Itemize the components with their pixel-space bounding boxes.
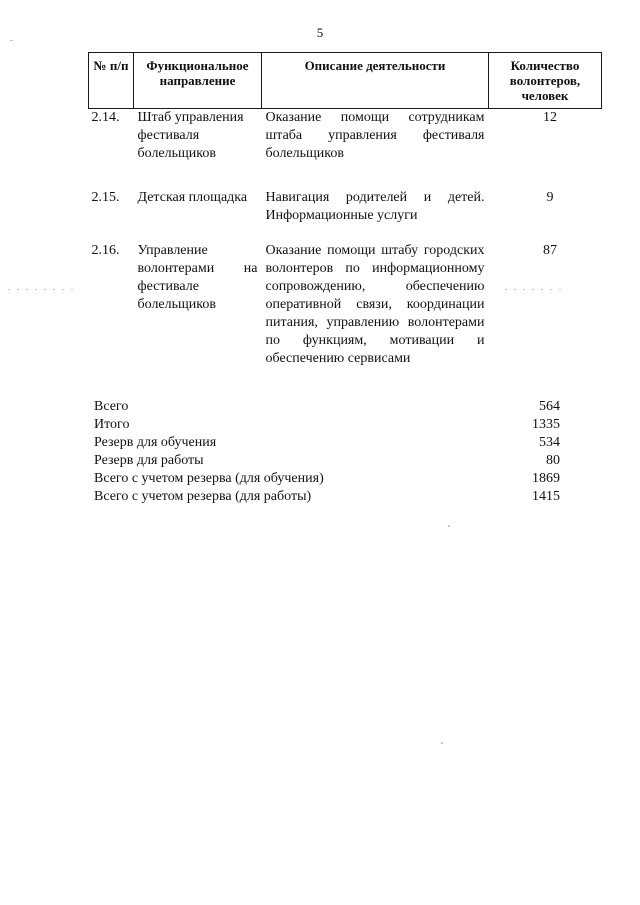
row-description: Оказание помощи сотрудникам штаба управления фестиваля болельщиков [265, 110, 485, 161]
total-value: 1415 [532, 489, 560, 504]
table-row [89, 109, 602, 190]
total-value: 564 [539, 399, 560, 414]
row-count: 12 [543, 110, 557, 125]
row-description: Навигация родителей и детей. Информационные услуги [265, 190, 485, 223]
total-row [94, 488, 560, 506]
page-number: 5 [316, 25, 324, 40]
table-header [89, 53, 602, 109]
total-label: Итого [94, 417, 130, 432]
total-row [94, 470, 560, 488]
total-label: Резерв для обучения [94, 435, 217, 450]
scan-artifact [448, 525, 450, 527]
scan-artifact [10, 40, 13, 41]
row-direction: Детская площадка [137, 190, 248, 205]
scan-artifact [441, 742, 443, 744]
table-row [89, 242, 602, 368]
row-num: 2.14. [91, 110, 120, 125]
volunteer-table-container [88, 52, 601, 368]
header-description: Описание деятельности [262, 53, 489, 109]
total-row [94, 452, 560, 470]
row-description: Оказание помощи штабу городских волонтеров по информационному сопровождению, обеспечению оперативной связи, координации питания, управлению волонтерами по функциям, мотивации и обеспечению сервисами [265, 243, 485, 366]
total-value: 80 [546, 453, 560, 468]
total-value: 1869 [532, 471, 560, 486]
total-value: 1335 [532, 417, 560, 432]
total-label: Всего [94, 399, 129, 414]
row-count: 87 [543, 243, 557, 258]
totals-section [94, 398, 560, 506]
total-row [94, 398, 560, 416]
row-num: 2.15. [91, 190, 120, 205]
total-label: Резерв для работы [94, 453, 204, 468]
scan-artifact [505, 289, 565, 290]
total-label: Всего с учетом резерва (для обучения) [94, 471, 324, 486]
total-label: Всего с учетом резерва (для работы) [94, 489, 312, 504]
table-row [89, 189, 602, 242]
total-row [94, 416, 560, 434]
row-direction: Штаб управления фестиваля болельщиков [137, 110, 244, 161]
scan-artifact [8, 289, 78, 290]
row-num: 2.16. [91, 243, 120, 258]
volunteer-table [88, 52, 602, 368]
table-body [89, 109, 602, 369]
header-num: № п/п [89, 53, 134, 109]
row-direction: Управление волонтерами на фестивале болельщиков [137, 243, 258, 312]
header-count: Количество волонтеров, человек [489, 53, 602, 109]
row-count: 9 [546, 190, 554, 205]
total-value: 534 [539, 435, 560, 450]
header-direction: Функциональное направление [134, 53, 262, 109]
total-row [94, 434, 560, 452]
table-header-row [89, 53, 602, 109]
